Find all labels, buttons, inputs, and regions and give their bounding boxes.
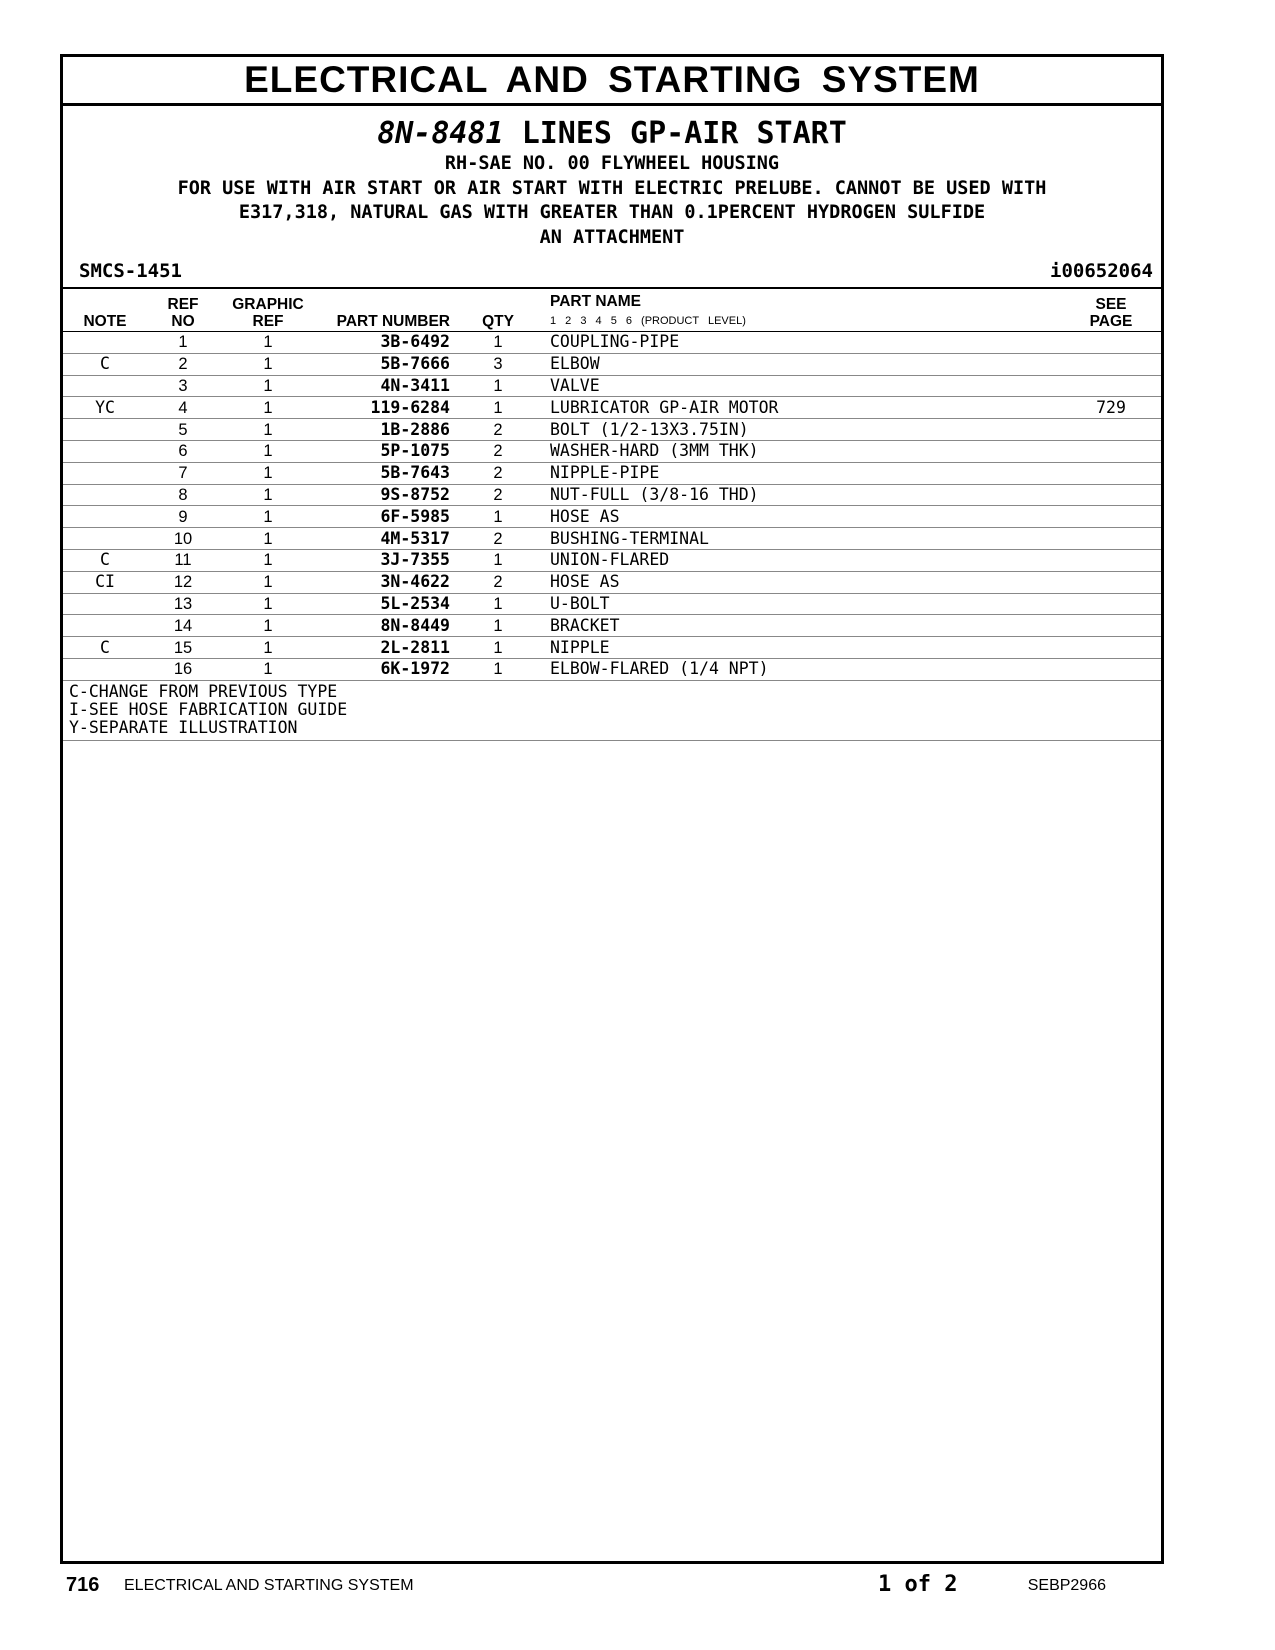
doc-number: SEBP2966	[1027, 1577, 1106, 1594]
cell-part-name: BUSHING-TERMINAL	[546, 528, 1061, 550]
description-line: AN ATTACHMENT	[539, 226, 685, 248]
group-header	[63, 116, 1161, 250]
cell-see-page	[1061, 528, 1161, 550]
cell-see-page	[1061, 549, 1161, 571]
cell-part-number: 8N-8449	[317, 615, 450, 637]
description-line: E317,318, NATURAL GAS WITH GREATER THAN 0.1PERCENT HYDROGEN SULFIDE	[238, 202, 986, 223]
table-row	[63, 375, 1161, 397]
cell-graphic-ref: 1	[219, 528, 317, 550]
cell-see-page	[1061, 484, 1161, 506]
cell-note	[63, 375, 147, 397]
footer-section: ELECTRICAL AND STARTING SYSTEM	[124, 1577, 414, 1594]
legend-item: Y-SEPARATE ILLUSTRATION	[69, 717, 298, 737]
cell-part-number: 4N-3411	[317, 375, 450, 397]
cell-see-page	[1061, 658, 1161, 680]
header-part-number: PART NUMBER	[317, 288, 450, 332]
table-row	[63, 332, 1161, 354]
cell-part-name: NIPPLE	[546, 637, 1061, 659]
cell-qty: 2	[450, 528, 546, 550]
cell-ref-no: 16	[147, 658, 219, 680]
description-line: RH-SAE NO. 00 FLYWHEEL HOUSING	[444, 153, 780, 174]
table-row	[63, 571, 1161, 593]
cell-qty: 1	[450, 375, 546, 397]
parts-table	[63, 287, 1161, 681]
cell-note: C	[63, 549, 147, 571]
cell-graphic-ref: 1	[219, 353, 317, 375]
cell-graphic-ref: 1	[219, 506, 317, 528]
cell-part-name: LUBRICATOR GP-AIR MOTOR	[546, 397, 1061, 419]
cell-part-name: NUT-FULL (3/8-16 THD)	[546, 484, 1061, 506]
header-part-name: PART NAME 1 2 3 4 5 6 (PRODUCT LEVEL)	[546, 288, 1061, 332]
cell-part-name: HOSE AS	[546, 506, 1061, 528]
table-header-row	[63, 288, 1161, 332]
page-frame	[60, 54, 1164, 1564]
cell-graphic-ref: 1	[219, 658, 317, 680]
cell-part-number: 2L-2811	[317, 637, 450, 659]
cell-part-number: 6K-1972	[317, 658, 450, 680]
group-part-number: 8N-8481	[377, 116, 504, 151]
cell-part-number: 1B-2886	[317, 419, 450, 441]
table-row	[63, 462, 1161, 484]
cell-qty: 1	[450, 332, 546, 354]
cell-part-number: 3N-4622	[317, 571, 450, 593]
table-row	[63, 528, 1161, 550]
cell-graphic-ref: 1	[219, 637, 317, 659]
cell-see-page	[1061, 375, 1161, 397]
cell-graphic-ref: 1	[219, 462, 317, 484]
cell-note	[63, 462, 147, 484]
cell-note	[63, 528, 147, 550]
cell-graphic-ref: 1	[219, 375, 317, 397]
cell-see-page	[1061, 593, 1161, 615]
cell-graphic-ref: 1	[219, 615, 317, 637]
cell-note: CI	[63, 571, 147, 593]
cell-part-number: 4M-5317	[317, 528, 450, 550]
smcs-code: SMCS-1451	[79, 260, 182, 282]
cell-ref-no: 14	[147, 615, 219, 637]
page-number: 716	[66, 1574, 100, 1596]
cell-see-page	[1061, 637, 1161, 659]
cell-qty: 1	[450, 549, 546, 571]
group-name: LINES GP-AIR START	[521, 116, 847, 151]
group-title	[63, 116, 1161, 152]
cell-note	[63, 419, 147, 441]
cell-note	[63, 658, 147, 680]
table-row	[63, 419, 1161, 441]
header-graphic-ref: GRAPHIC REF	[219, 288, 317, 332]
cell-part-number: 5B-7666	[317, 353, 450, 375]
cell-graphic-ref: 1	[219, 571, 317, 593]
cell-ref-no: 15	[147, 637, 219, 659]
cell-part-name: BRACKET	[546, 615, 1061, 637]
table-row	[63, 397, 1161, 419]
table-row	[63, 353, 1161, 375]
product-level-label: 1 2 3 4 5 6 (PRODUCT LEVEL)	[550, 315, 746, 327]
cell-part-name: ELBOW	[546, 353, 1061, 375]
table-row	[63, 440, 1161, 462]
cell-graphic-ref: 1	[219, 549, 317, 571]
id-row	[63, 257, 1161, 287]
cell-qty: 1	[450, 397, 546, 419]
cell-note: YC	[63, 397, 147, 419]
cell-qty: 1	[450, 658, 546, 680]
cell-ref-no: 1	[147, 332, 219, 354]
cell-see-page	[1061, 571, 1161, 593]
header-ref-no: REF NO	[147, 288, 219, 332]
cell-graphic-ref: 1	[219, 484, 317, 506]
cell-part-number: 9S-8752	[317, 484, 450, 506]
description-line: FOR USE WITH AIR START OR AIR START WITH ELECTRIC PRELUBE. CANNOT BE USED WITH	[177, 177, 1047, 199]
cell-note: C	[63, 637, 147, 659]
cell-ref-no: 3	[147, 375, 219, 397]
cell-qty: 2	[450, 571, 546, 593]
cell-see-page	[1061, 440, 1161, 462]
cell-ref-no: 13	[147, 593, 219, 615]
cell-graphic-ref: 1	[219, 593, 317, 615]
cell-part-name: NIPPLE-PIPE	[546, 462, 1061, 484]
cell-note	[63, 506, 147, 528]
table-row	[63, 484, 1161, 506]
cell-see-page	[1061, 419, 1161, 441]
cell-note	[63, 440, 147, 462]
header-qty: QTY	[450, 288, 546, 332]
cell-qty: 2	[450, 419, 546, 441]
cell-graphic-ref: 1	[219, 419, 317, 441]
cell-part-name: UNION-FLARED	[546, 549, 1061, 571]
cell-part-number: 119-6284	[317, 397, 450, 419]
cell-part-number: 5B-7643	[317, 462, 450, 484]
cell-see-page: 729	[1061, 397, 1161, 419]
cell-part-number: 3J-7355	[317, 549, 450, 571]
cell-part-name: U-BOLT	[546, 593, 1061, 615]
legend-item: C-CHANGE FROM PREVIOUS TYPE	[69, 681, 338, 701]
table-row	[63, 549, 1161, 571]
cell-see-page	[1061, 506, 1161, 528]
cell-part-number: 5P-1075	[317, 440, 450, 462]
cell-graphic-ref: 1	[219, 332, 317, 354]
cell-ref-no: 8	[147, 484, 219, 506]
table-row	[63, 506, 1161, 528]
cell-qty: 2	[450, 484, 546, 506]
cell-part-name: HOSE AS	[546, 571, 1061, 593]
cell-see-page	[1061, 353, 1161, 375]
header-see-page: SEE PAGE	[1061, 288, 1161, 332]
cell-qty: 1	[450, 593, 546, 615]
cell-part-name: ELBOW-FLARED (1/4 NPT)	[546, 658, 1061, 680]
cell-graphic-ref: 1	[219, 440, 317, 462]
cell-ref-no: 10	[147, 528, 219, 550]
cell-part-number: 3B-6492	[317, 332, 450, 354]
cell-ref-no: 9	[147, 506, 219, 528]
cell-part-number: 6F-5985	[317, 506, 450, 528]
cell-ref-no: 4	[147, 397, 219, 419]
cell-qty: 3	[450, 353, 546, 375]
cell-ref-no: 11	[147, 549, 219, 571]
cell-note	[63, 615, 147, 637]
page-of: 1 of 2	[878, 1572, 958, 1597]
header-note: NOTE	[63, 288, 147, 332]
table-row	[63, 637, 1161, 659]
table-row	[63, 615, 1161, 637]
cell-note	[63, 484, 147, 506]
illustration-id: i00652064	[1050, 260, 1153, 282]
cell-qty: 2	[450, 440, 546, 462]
cell-see-page	[1061, 615, 1161, 637]
page-title: ELECTRICAL AND STARTING SYSTEM	[63, 57, 1161, 106]
cell-part-name: WASHER-HARD (3MM THK)	[546, 440, 1061, 462]
cell-ref-no: 7	[147, 462, 219, 484]
cell-graphic-ref: 1	[219, 397, 317, 419]
cell-part-name: BOLT (1/2-13X3.75IN)	[546, 419, 1061, 441]
legend	[63, 681, 1161, 741]
cell-qty: 1	[450, 637, 546, 659]
cell-note: C	[63, 353, 147, 375]
cell-part-name: VALVE	[546, 375, 1061, 397]
cell-see-page	[1061, 332, 1161, 354]
cell-see-page	[1061, 462, 1161, 484]
cell-part-name: COUPLING-PIPE	[546, 332, 1061, 354]
cell-note	[63, 593, 147, 615]
cell-ref-no: 6	[147, 440, 219, 462]
legend-item: I-SEE HOSE FABRICATION GUIDE	[69, 699, 348, 719]
table-row	[63, 593, 1161, 615]
cell-ref-no: 12	[147, 571, 219, 593]
cell-ref-no: 2	[147, 353, 219, 375]
cell-part-number: 5L-2534	[317, 593, 450, 615]
table-row	[63, 658, 1161, 680]
cell-qty: 1	[450, 506, 546, 528]
cell-qty: 1	[450, 615, 546, 637]
page-footer	[66, 1572, 1106, 1602]
cell-qty: 2	[450, 462, 546, 484]
cell-ref-no: 5	[147, 419, 219, 441]
cell-note	[63, 332, 147, 354]
